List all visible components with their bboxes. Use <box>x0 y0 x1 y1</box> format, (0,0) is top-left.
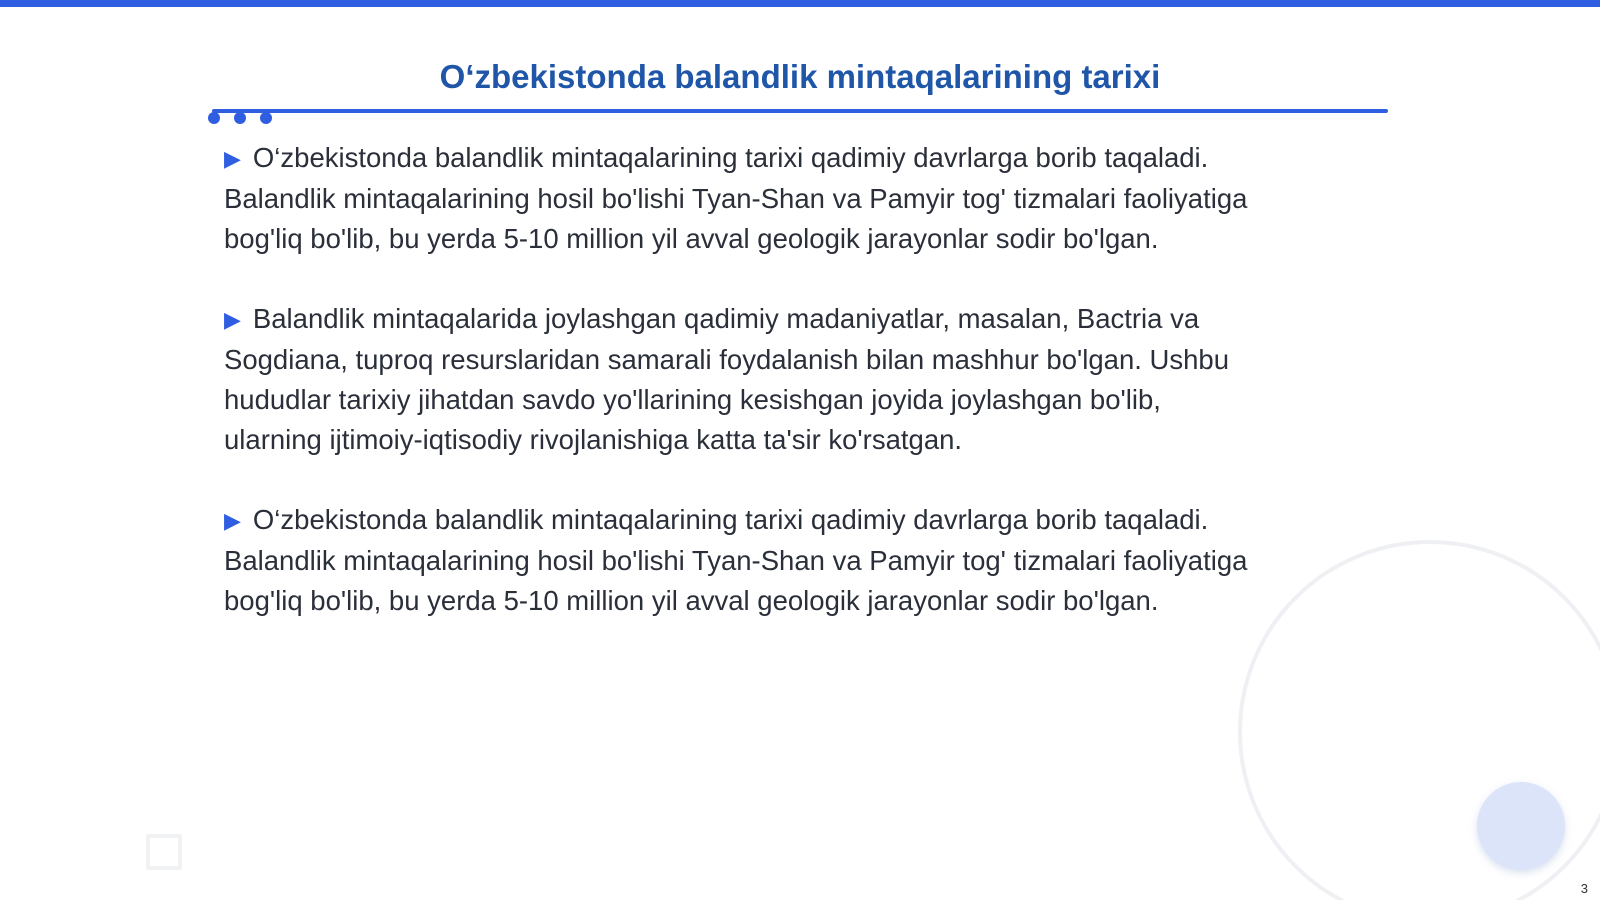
paragraph-line: Balandlik mintaqalarida joylashgan qadimiy madaniyatlar, masalan, Bactria va <box>252 303 1200 334</box>
slide-title: O‘zbekistonda balandlik mintaqalarining tarixi <box>439 58 1161 95</box>
decorative-square <box>146 834 182 870</box>
decorative-circle <box>1477 782 1565 870</box>
paragraph-line: bog'liq bo'lib, bu yerda 5-10 million yil avval geologik jarayonlar sodir bo'lgan. <box>224 223 1159 254</box>
slide-content <box>224 138 1384 661</box>
page-number: 3 <box>1580 881 1588 896</box>
bullet-paragraph <box>224 299 1384 460</box>
paragraph-line: Balandlik mintaqalarining hosil bo'lishi Tyan-Shan va Pamyir tog' tizmalari faoliyatiga <box>224 183 1248 214</box>
paragraph-line: bog'liq bo'lib, bu yerda 5-10 million yil avval geologik jarayonlar sodir bo'lgan. <box>224 585 1159 616</box>
paragraph-line: hududlar tarixiy jihatdan savdo yo'llarining kesishgan joyida joylashgan bo'lib, <box>224 384 1161 415</box>
triangle-right-icon: ▶ <box>224 508 241 533</box>
paragraph-line: ularning ijtimoiy-iqtisodiy rivojlanishiga katta ta'sir ko'rsatgan. <box>224 424 963 455</box>
paragraph-line: Balandlik mintaqalarining hosil bo'lishi Tyan-Shan va Pamyir tog' tizmalari faoliyatiga <box>224 545 1248 576</box>
paragraph-line: Sogdiana, tuproq resurslaridan samarali foydalanish bilan mashhur bo'lgan. Ushbu <box>224 344 1230 375</box>
decorative-dot <box>260 112 272 124</box>
paragraph-line: O‘zbekistonda balandlik mintaqalarining tarixi qadimiy davrlarga borib taqaladi. <box>252 504 1209 535</box>
bullet-paragraph <box>224 138 1384 259</box>
title-underline <box>212 109 1388 113</box>
top-accent-bar <box>0 0 1600 7</box>
triangle-right-icon: ▶ <box>224 146 241 171</box>
decorative-dot <box>208 112 220 124</box>
decorative-dot <box>234 112 246 124</box>
bullet-paragraph <box>224 500 1384 621</box>
triangle-right-icon: ▶ <box>224 307 241 332</box>
paragraph-line: O‘zbekistonda balandlik mintaqalarining tarixi qadimiy davrlarga borib taqaladi. <box>252 142 1209 173</box>
